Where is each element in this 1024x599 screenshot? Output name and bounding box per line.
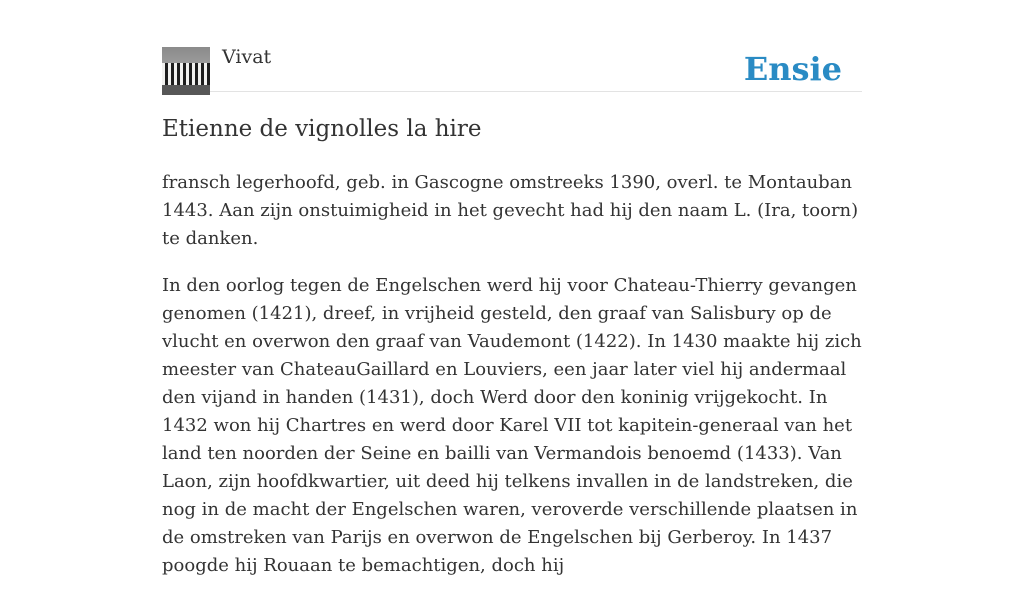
- article-paragraph: In den oorlog tegen de Engelschen werd hij voor Chateau-Thierry gevangen genomen (1421), dreef, in vrijheid gesteld, den graaf van Salisbury op de vlucht en overwon den graaf van Vaudemont (1422). In 1430 maakte hij zich meester van ChateauGaillard en Louviers, een jaar later viel hij andermaal den vijand in handen (1431), doch Werd door den koninig vrijgekocht. In 1432 won hij Chartres en werd door Karel VII tot kapitein-generaal van het land ten noorden der Seine en bailli van Vermandois benoemd (1433). Van Laon, zijn hoofdkwartier, uit deed hij telkens invallen in de landstreken, die nog in de macht der Engelschen waren, veroverde verschillende plaatsen in de omstreken van Parijs en overwon de Engelschen bij Gerberoy. In 1437 poogde hij Rouaan te bemachtigen, doch hij: [162, 275, 862, 576]
- avatar-columns: [162, 63, 210, 87]
- author-name-link[interactable]: Vivat: [222, 46, 272, 68]
- article-body: [162, 169, 862, 599]
- article-title: Etienne de vignolles la hire: [162, 116, 482, 142]
- avatar-base: [162, 85, 210, 95]
- article-page: [162, 0, 862, 576]
- article-paragraph: fransch legerhoofd, geb. in Gascogne omstreeks 1390, overl. te Montauban 1443. Aan zijn onstuimigheid in het gevecht had hij den naam L. (Ira, toorn) te danken.: [162, 172, 859, 249]
- author-avatar[interactable]: [162, 47, 210, 95]
- article-header: [162, 0, 862, 92]
- brand-logo-link[interactable]: Ensie: [743, 50, 842, 88]
